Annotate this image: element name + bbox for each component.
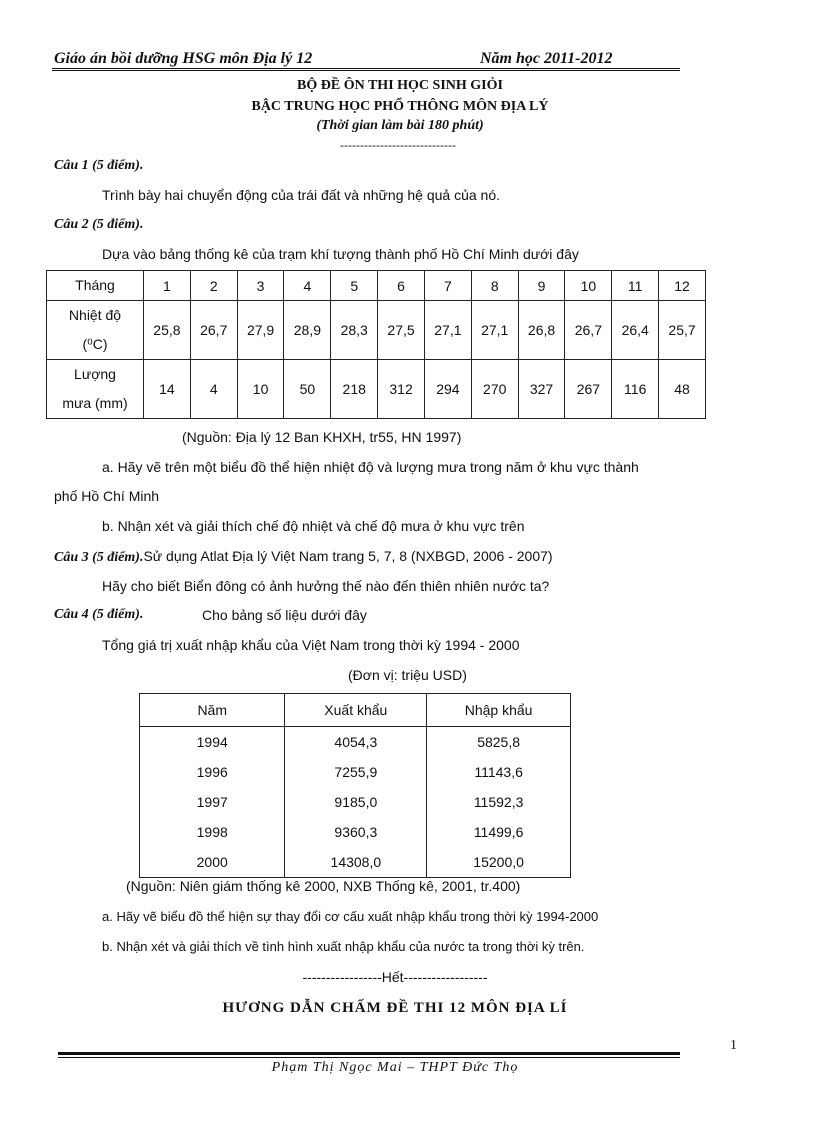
- year-cell: 1997: [140, 787, 285, 817]
- q4-source: (Nguồn: Niên giám thống kê 2000, NXB Thống kê, 2001, tr.400): [126, 878, 521, 894]
- rain-cell: 4: [190, 360, 237, 419]
- temp-cell: 28,9: [284, 301, 331, 360]
- temp-cell: 28,3: [331, 301, 378, 360]
- q2-part-a-line1: a. Hãy vẽ trên một biểu đồ thể hiện nhiệt độ và lượng mưa trong năm ở khu vực thành: [102, 459, 639, 475]
- import-cell: 11143,6: [427, 757, 571, 787]
- q2-intro: Dựa vào bảng thống kê của trạm khí tượng thành phố Hồ Chí Minh dưới đây: [102, 246, 579, 262]
- table-row: [140, 727, 571, 758]
- temp-label-line1: Nhiệt độ: [68, 307, 122, 323]
- q4-part-b: b. Nhận xét và giải thích về tình hình xuất nhập khẩu của nước ta trong thời kỳ trên.: [102, 939, 585, 954]
- table-row: [47, 271, 706, 301]
- temp-label: [47, 301, 144, 360]
- page-number: 1: [730, 1038, 737, 1053]
- rain-cell: 267: [565, 360, 612, 419]
- table-row: [140, 847, 571, 878]
- climate-table: [46, 270, 706, 419]
- year-cell: 2000: [140, 847, 285, 878]
- doc-title-line1: BỘ ĐỀ ÔN THI HỌC SINH GIỎI: [297, 78, 503, 93]
- rain-cell: 48: [659, 360, 706, 419]
- q1-text: Trình bày hai chuyển động của trái đất và những hệ quả của nó.: [102, 187, 501, 203]
- header-export: Xuất khẩu: [285, 694, 427, 727]
- temp-cell: 25,8: [144, 301, 191, 360]
- rain-cell: 270: [471, 360, 518, 419]
- q2-part-b: b. Nhận xét và giải thích chế độ nhiệt và chế độ mưa ở khu vực trên: [102, 518, 525, 534]
- import-cell: 11499,6: [427, 817, 571, 847]
- q2-part-a-line2: phố Hồ Chí Minh: [54, 488, 160, 504]
- q3-text: Sử dụng Atlat Địa lý Việt Nam trang 5, 7, 8 (NXBGD, 2006 - 2007): [143, 548, 553, 564]
- temp-cell: 25,7: [659, 301, 706, 360]
- month-cell: 7: [424, 271, 471, 301]
- page-footer: Phạm Thị Ngọc Mai – THPT Đức Thọ: [271, 1060, 519, 1075]
- rain-cell: 10: [237, 360, 284, 419]
- temp-cell: 27,1: [424, 301, 471, 360]
- month-cell: 6: [378, 271, 425, 301]
- rain-label-line1: Lượng: [74, 366, 116, 382]
- q4-unit: (Đơn vị: triệu USD): [348, 667, 467, 683]
- month-cell: 1: [144, 271, 191, 301]
- table-row: [140, 757, 571, 787]
- export-cell: 9185,0: [285, 787, 427, 817]
- rain-cell: 327: [518, 360, 565, 419]
- temp-cell: 27,5: [378, 301, 425, 360]
- year-cell: 1994: [140, 727, 285, 758]
- rain-cell: 218: [331, 360, 378, 419]
- export-cell: 9360,3: [285, 817, 427, 847]
- rain-cell: 312: [378, 360, 425, 419]
- header-left: Giáo án bồi dưỡng HSG môn Địa lý 12: [54, 50, 313, 67]
- title-divider: -----------------------------: [340, 138, 456, 152]
- temp-cell: 26,7: [565, 301, 612, 360]
- table-row: [140, 817, 571, 847]
- q4-intro: Cho bảng số liệu dưới đây: [202, 607, 367, 623]
- export-cell: 4054,3: [285, 727, 427, 758]
- month-cell: 10: [565, 271, 612, 301]
- import-cell: 5825,8: [427, 727, 571, 758]
- footer-rule-thin: [58, 1057, 680, 1058]
- month-cell: 4: [284, 271, 331, 301]
- export-cell: 7255,9: [285, 757, 427, 787]
- month-label: Tháng: [47, 271, 144, 301]
- table-header-row: [140, 694, 571, 727]
- table-row: [140, 787, 571, 817]
- export-cell: 14308,0: [285, 847, 427, 878]
- month-cell: 3: [237, 271, 284, 301]
- month-cell: 8: [471, 271, 518, 301]
- header-year: Năm: [140, 694, 285, 727]
- month-cell: 11: [612, 271, 659, 301]
- temp-label-line2: (⁰C): [82, 336, 108, 352]
- table-row: [47, 360, 706, 419]
- temp-cell: 27,1: [471, 301, 518, 360]
- rain-label: [47, 360, 144, 419]
- temp-cell: 26,4: [612, 301, 659, 360]
- rain-label-line2: mưa (mm): [62, 395, 128, 411]
- year-cell: 1996: [140, 757, 285, 787]
- doc-title-line2: BẬC TRUNG HỌC PHỔ THÔNG MÔN ĐỊA LÝ: [251, 99, 549, 114]
- q3-label: Câu 3 (5 điểm).: [54, 550, 144, 565]
- q2-label: Câu 2 (5 điểm).: [54, 217, 144, 232]
- month-cell: 2: [190, 271, 237, 301]
- header-import: Nhập khẩu: [427, 694, 571, 727]
- header-right: Năm học 2011-2012: [480, 50, 613, 67]
- temp-cell: 27,9: [237, 301, 284, 360]
- trade-table: [139, 693, 571, 878]
- footer-rule: [58, 1052, 680, 1055]
- q4-text2: Tổng giá trị xuất nhập khẩu của Việt Nam trong thời kỳ 1994 - 2000: [102, 637, 520, 653]
- rain-cell: 116: [612, 360, 659, 419]
- end-marker: -----------------Hết------------------: [302, 969, 488, 985]
- month-cell: 12: [659, 271, 706, 301]
- q4-part-a: a. Hãy vẽ biểu đồ thể hiện sự thay đổi cơ cấu xuất nhập khẩu trong thời kỳ 1994-2000: [102, 909, 599, 924]
- rain-cell: 294: [424, 360, 471, 419]
- q1-label: Câu 1 (5 điểm).: [54, 158, 144, 173]
- q3-text2: Hãy cho biết Biển đông có ảnh hưởng thế nào đến thiên nhiên nước ta?: [102, 578, 550, 594]
- import-cell: 15200,0: [427, 847, 571, 878]
- rain-cell: 50: [284, 360, 331, 419]
- q4-label: Câu 4 (5 điểm).: [54, 607, 144, 622]
- doc-time-limit: (Thời gian làm bài 180 phút): [316, 118, 484, 133]
- month-cell: 9: [518, 271, 565, 301]
- temp-cell: 26,7: [190, 301, 237, 360]
- guide-title: HƯƠNG DẪN CHẤM ĐỀ THI 12 MÔN ĐỊA LÍ: [222, 1000, 568, 1016]
- page-header: [52, 50, 680, 71]
- table-row: [47, 301, 706, 360]
- import-cell: 11592,3: [427, 787, 571, 817]
- rain-cell: 14: [144, 360, 191, 419]
- year-cell: 1998: [140, 817, 285, 847]
- q2-source: (Nguồn: Địa lý 12 Ban KHXH, tr55, HN 1997): [182, 429, 462, 445]
- q3-line: [54, 548, 553, 566]
- month-cell: 5: [331, 271, 378, 301]
- temp-cell: 26,8: [518, 301, 565, 360]
